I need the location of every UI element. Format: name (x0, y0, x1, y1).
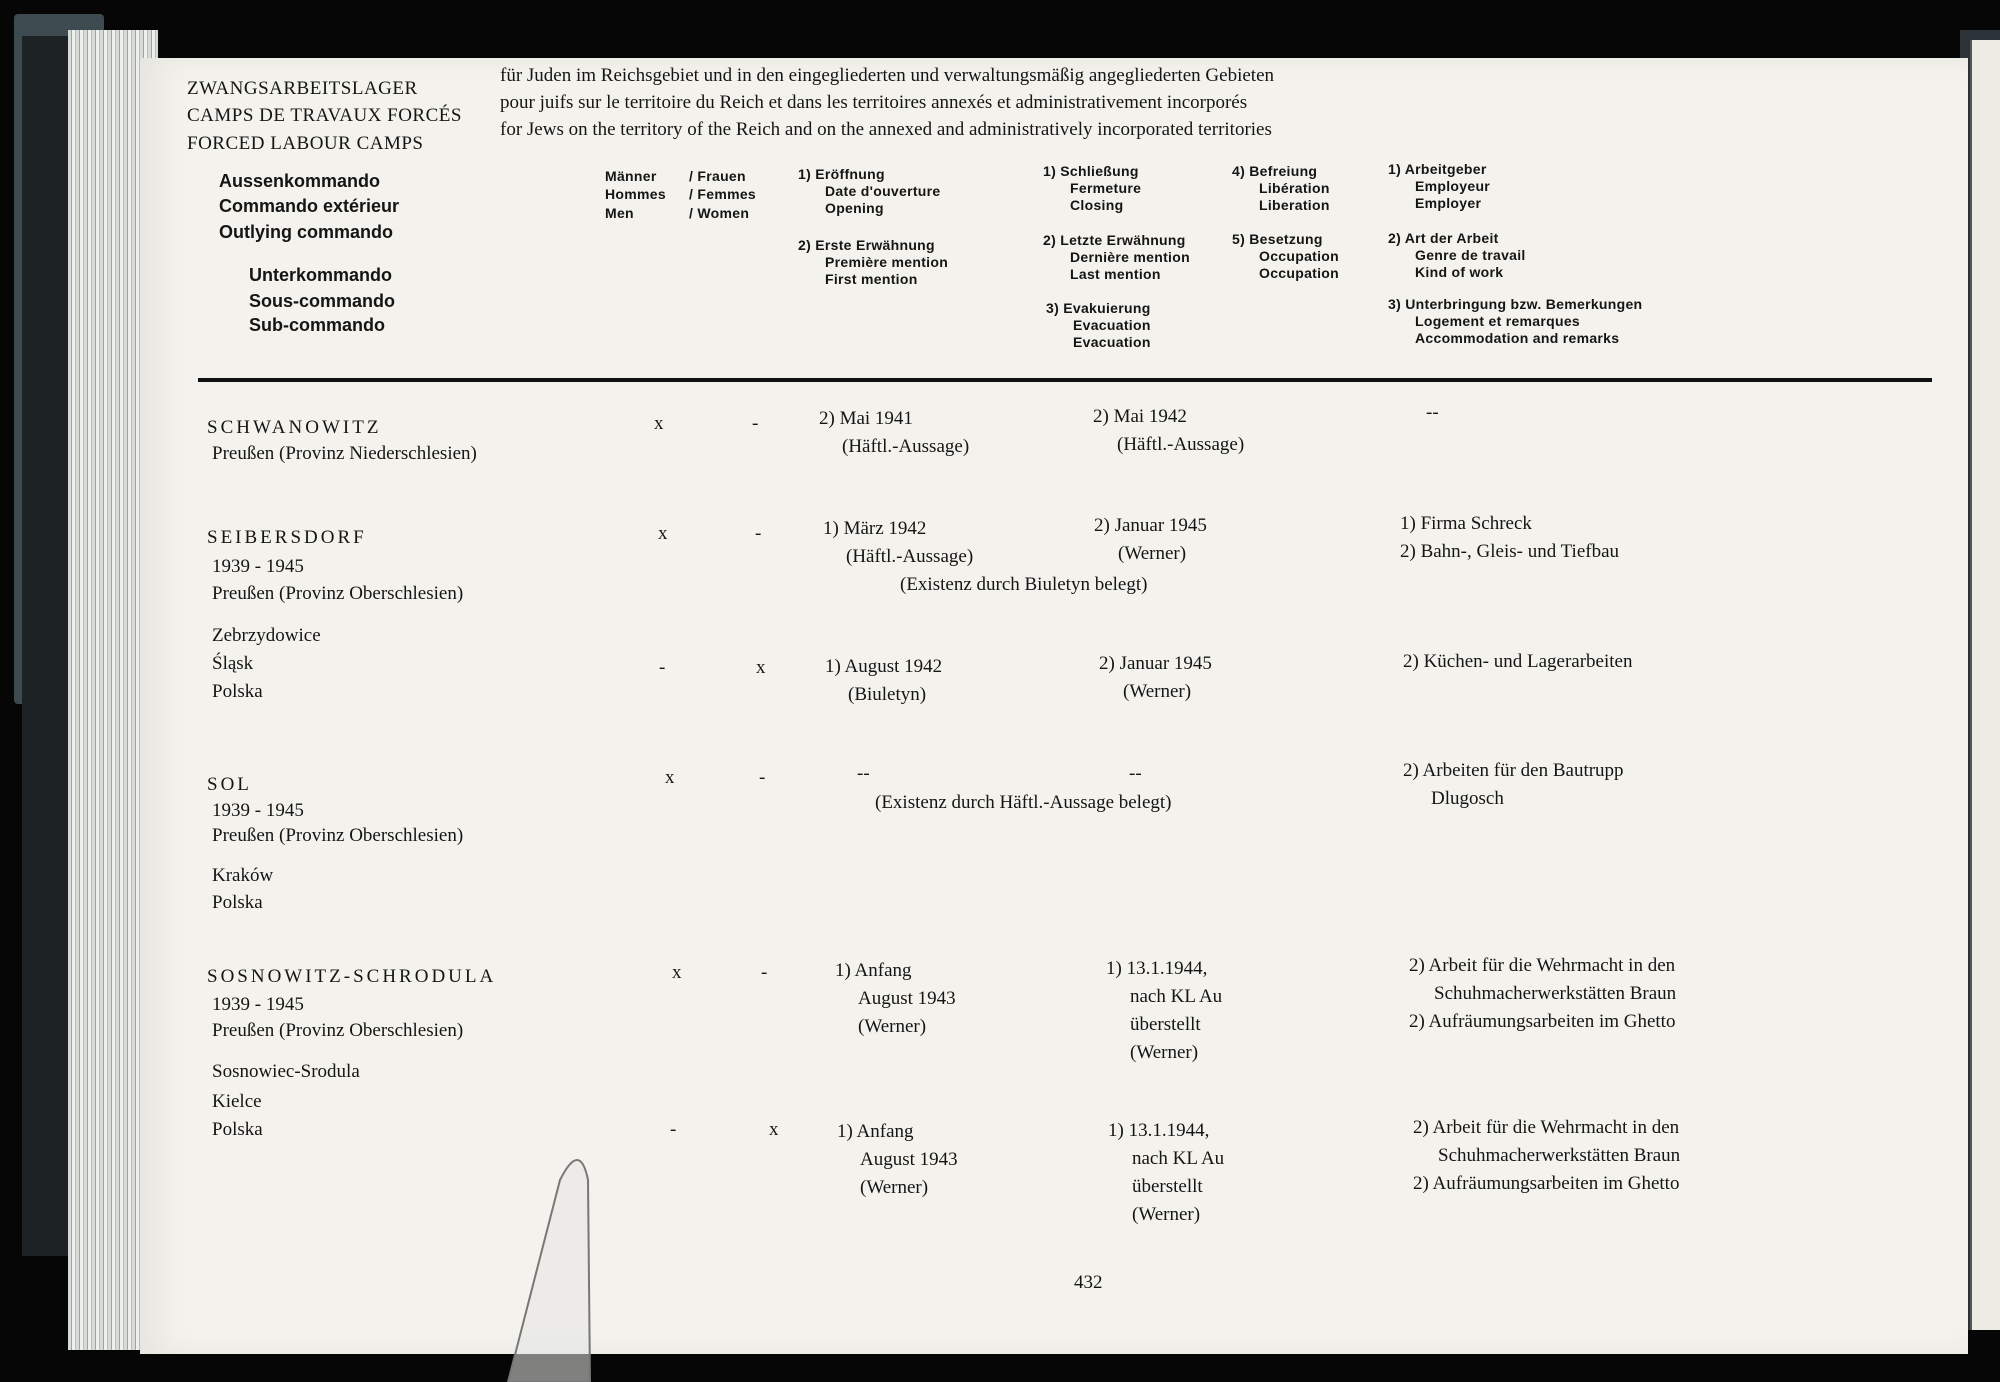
closing-date: (Werner) (1118, 543, 1187, 564)
closing-date: (Häftl.-Aussage) (1117, 434, 1245, 455)
work-remark: 2) Aufräumungsarbeiten im Ghetto (1409, 1011, 1676, 1032)
location-line: 1939 - 1945 (212, 994, 304, 1015)
legend-employer: 1) Arbeitgeber (1388, 161, 1487, 177)
work-remark: 2) Arbeiten für den Bautrupp (1403, 760, 1624, 781)
legend-closing: 1) Schließung (1043, 163, 1139, 179)
opening-date: August 1943 (858, 988, 956, 1009)
opening-date: August 1943 (860, 1149, 958, 1170)
men-mark: - (659, 657, 666, 678)
location-line: Kraków (212, 865, 274, 886)
location-line: Zebrzydowice (212, 625, 321, 646)
legend-closing: Fermeture (1070, 180, 1142, 196)
opening-date: 1) Anfang (835, 960, 912, 981)
men-mark: x (658, 523, 668, 544)
location-line: Polska (212, 892, 263, 913)
opening-date: 1) Anfang (837, 1121, 914, 1142)
legend-employer: Employer (1415, 195, 1482, 211)
sub-commando-label: Sub-commando (249, 315, 386, 335)
men-mark: x (665, 767, 675, 788)
closing-date: 2) Januar 1945 (1094, 515, 1207, 536)
location-line: Preußen (Provinz Oberschlesien) (212, 583, 464, 604)
legend-liberation: Liberation (1259, 197, 1330, 213)
page-title: CAMPS DE TRAVAUX FORCÉS (187, 105, 462, 126)
legend-liberation: 4) Befreiung (1232, 163, 1318, 179)
outlying-commando-label: Commando extérieur (219, 196, 400, 216)
women-mark: - (759, 767, 766, 788)
work-remark: Dlugosch (1431, 788, 1504, 809)
closing-date: 2) Mai 1942 (1093, 406, 1187, 427)
scope-line: for Jews on the territory of the Reich and on the annexed and administratively incorporated territories (500, 119, 1272, 140)
legend-closing: Closing (1070, 197, 1124, 213)
legend-opening: Date d'ouverture (825, 183, 941, 199)
legend-employer: Employeur (1415, 178, 1491, 194)
location-line: Preußen (Provinz Oberschlesien) (212, 825, 464, 846)
location-line: 1939 - 1945 (212, 556, 304, 577)
legend-occupation: Occupation (1259, 265, 1340, 281)
opening-date: (Häftl.-Aussage) (842, 436, 970, 457)
location-line: Preußen (Provinz Oberschlesien) (212, 1020, 464, 1041)
outlying-commando-label: Aussenkommando (219, 171, 381, 191)
men-mark: x (654, 413, 664, 434)
work-remark: 2) Küchen- und Lagerarbeiten (1403, 651, 1633, 672)
camp-name: SCHWANOWITZ (207, 417, 382, 438)
women-mark: x (769, 1119, 779, 1140)
opening-date: -- (857, 763, 870, 784)
opening-date: (Existenz durch Biuletyn belegt) (900, 574, 1148, 595)
legend-last-mention: 2) Letzte Erwähnung (1043, 232, 1186, 248)
men-mark: x (672, 962, 682, 983)
legend-remarks: Logement et remarques (1415, 313, 1581, 329)
work-remark: 2) Aufräumungsarbeiten im Ghetto (1413, 1173, 1680, 1194)
gender-men-label: Hommes (605, 186, 666, 202)
legend-remarks: Accommodation and remarks (1415, 330, 1620, 346)
opening-date: (Werner) (858, 1016, 927, 1037)
legend-last-mention: Dernière mention (1070, 249, 1190, 265)
camp-name: SOSNOWITZ-SCHRODULA (207, 966, 497, 987)
sub-commando-label: Unterkommando (249, 265, 393, 285)
legend-evacuation: Evacuation (1073, 317, 1151, 333)
women-mark: - (755, 523, 762, 544)
scope-line: pour juifs sur le territoire du Reich et dans les territoires annexés et administrativement incorporés (500, 92, 1248, 113)
legend-work: Genre de travail (1415, 247, 1526, 263)
closing-date: nach KL Au (1130, 986, 1223, 1007)
gender-men-label: Men (605, 205, 634, 221)
closing-date: überstellt (1130, 1014, 1201, 1035)
closing-date: (Werner) (1123, 681, 1192, 702)
legend-occupation: Occupation (1259, 248, 1340, 264)
opening-date: 1) August 1942 (825, 656, 943, 677)
closing-date: (Werner) (1130, 1042, 1199, 1063)
legend-remarks: 3) Unterbringung bzw. Bemerkungen (1388, 296, 1643, 312)
sub-commando-label: Sous-commando (249, 291, 396, 311)
closing-date: (Werner) (1132, 1204, 1201, 1225)
location-line: Kielce (212, 1091, 262, 1112)
work-remark: Schuhmacherwerkstätten Braun (1434, 983, 1677, 1004)
closing-date: -- (1129, 763, 1142, 784)
opening-date: 1) März 1942 (823, 518, 927, 539)
location-line: 1939 - 1945 (212, 800, 304, 821)
gender-men-label: Männer (605, 168, 657, 184)
location-line: Śląsk (212, 653, 254, 674)
closing-date: überstellt (1132, 1176, 1203, 1197)
scope-line: für Juden im Reichsgebiet und in den eingegliederten und verwaltungsmäßig angegliederten Gebieten (500, 65, 1275, 86)
work-remark: 2) Bahn-, Gleis- und Tiefbau (1400, 541, 1620, 562)
camp-name: SEIBERSDORF (207, 527, 367, 548)
closing-date: 1) 13.1.1944, (1108, 1120, 1210, 1141)
camp-name: SOL (207, 774, 252, 795)
page-title: FORCED LABOUR CAMPS (187, 133, 424, 154)
legend-work: Kind of work (1415, 264, 1504, 280)
closing-date: nach KL Au (1132, 1148, 1225, 1169)
women-mark: - (752, 413, 759, 434)
gender-women-label: / Women (689, 205, 750, 221)
legend-first-mention: First mention (825, 271, 918, 287)
location-line: Polska (212, 681, 263, 702)
legend-liberation: Libération (1259, 180, 1330, 196)
location-line: Sosnowiec-Srodula (212, 1061, 360, 1082)
legend-work: 2) Art der Arbeit (1388, 230, 1499, 246)
location-line: Polska (212, 1119, 263, 1140)
closing-date: 1) 13.1.1944, (1106, 958, 1208, 979)
legend-opening: Opening (825, 200, 884, 216)
legend-evacuation: Evacuation (1073, 334, 1151, 350)
men-mark: - (670, 1119, 677, 1140)
legend-occupation: 5) Besetzung (1232, 231, 1323, 247)
opening-date: 2) Mai 1941 (819, 408, 913, 429)
opening-date: (Existenz durch Häftl.-Aussage belegt) (875, 792, 1172, 813)
work-remark: Schuhmacherwerkstätten Braun (1438, 1145, 1681, 1166)
gender-women-label: / Femmes (689, 186, 756, 202)
legend-first-mention: Première mention (825, 254, 949, 270)
closing-date: 2) Januar 1945 (1099, 653, 1212, 674)
opening-date: (Werner) (860, 1177, 929, 1198)
outlying-commando-label: Outlying commando (219, 222, 394, 242)
opening-date: (Biuletyn) (848, 684, 927, 705)
legend-first-mention: 2) Erste Erwähnung (798, 237, 935, 253)
legend-evacuation: 3) Evakuierung (1046, 300, 1151, 316)
women-mark: - (761, 962, 768, 983)
work-remark: 2) Arbeit für die Wehrmacht in den (1409, 955, 1676, 976)
opening-date: (Häftl.-Aussage) (846, 546, 974, 567)
work-remark: 1) Firma Schreck (1400, 513, 1532, 534)
gender-women-label: / Frauen (689, 168, 746, 184)
legend-opening: 1) Eröffnung (798, 166, 885, 182)
women-mark: x (756, 657, 766, 678)
work-remark: -- (1426, 402, 1439, 423)
page-title: ZWANGSARBEITSLAGER (187, 78, 418, 99)
legend-last-mention: Last mention (1070, 266, 1161, 282)
page-number: 432 (1074, 1272, 1103, 1293)
location-line: Preußen (Provinz Niederschlesien) (212, 443, 477, 464)
work-remark: 2) Arbeit für die Wehrmacht in den (1413, 1117, 1680, 1138)
